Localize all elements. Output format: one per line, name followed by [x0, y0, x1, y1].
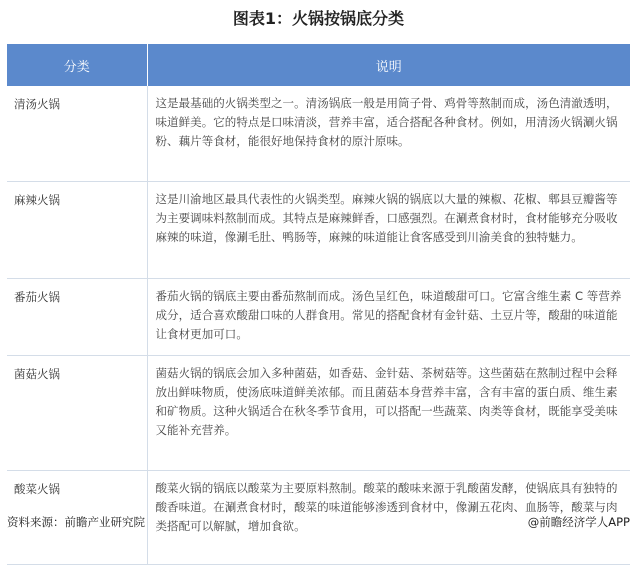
category-cell: 酸菜火锅	[7, 471, 147, 565]
table-row	[7, 182, 630, 279]
column-header-description: 说明	[147, 44, 630, 86]
category-cell: 麻辣火锅	[7, 182, 147, 279]
table-header-row	[7, 44, 630, 86]
table-row	[7, 356, 630, 471]
description-cell: 这是最基础的火锅类型之一。清汤锅底一般是用筒子骨、鸡骨等熬制而成，汤色清澈透明，味道鲜美。它的特点是口味清淡，营养丰富，适合搭配各种食材。例如，用清汤火锅涮火锅粉、藕片等食材，能很好地保持食材的原汁原味。	[147, 86, 630, 182]
column-header-category: 分类	[7, 44, 147, 86]
category-cell: 清汤火锅	[7, 86, 147, 182]
description-cell: 番茄火锅的锅底主要由番茄熬制而成。汤色呈红色，味道酸甜可口。它富含维生素 C 等营养成分，适合喜欢酸甜口味的人群食用。常见的搭配食材有金针菇、土豆片等，酸甜的味道能让食材更加可口。	[147, 279, 630, 356]
hotpot-classification-table	[7, 44, 630, 565]
table-row	[7, 86, 630, 182]
category-cell: 番茄火锅	[7, 279, 147, 356]
description-cell: 菌菇火锅的锅底会加入多种菌菇，如香菇、金针菇、茶树菇等。这些菌菇在熬制过程中会释放出鲜味物质，使汤底味道鲜美浓郁。而且菌菇本身营养丰富，含有丰富的蛋白质、维生素和矿物质。这种火锅适合在秋冬季节食用，可以搭配一些蔬菜、肉类等食材，既能享受美味又能补充营养。	[147, 356, 630, 471]
category-cell: 菌菇火锅	[7, 356, 147, 471]
figure-title: 图表1：火锅按锅底分类	[232, 9, 405, 28]
table-row	[7, 279, 630, 356]
description-cell: 这是川渝地区最具代表性的火锅类型。麻辣火锅的锅底以大量的辣椒、花椒、郫县豆瓣酱等为主要调味料熬制而成。其特点是麻辣鲜香，口感强烈。在涮煮食材时，食材能够充分吸收麻辣的味道，像涮毛肚、鸭肠等，麻辣的味道能让食客感受到川渝美食的独特魅力。	[147, 182, 630, 279]
footer	[7, 514, 630, 530]
description-cell: 酸菜火锅的锅底以酸菜为主要原料熬制。酸菜的酸味来源于乳酸菌发酵，使锅底具有独特的酸香味道。在涮煮食材时，酸菜的味道能够渗透到食材中，像涮五花肉、血肠等，酸菜与肉类搭配可以解腻，增加食欲。	[147, 471, 630, 565]
source-note: 资料来源：前瞻产业研究院	[7, 515, 145, 529]
brand-credit: @前瞻经济学人APP	[527, 515, 630, 529]
